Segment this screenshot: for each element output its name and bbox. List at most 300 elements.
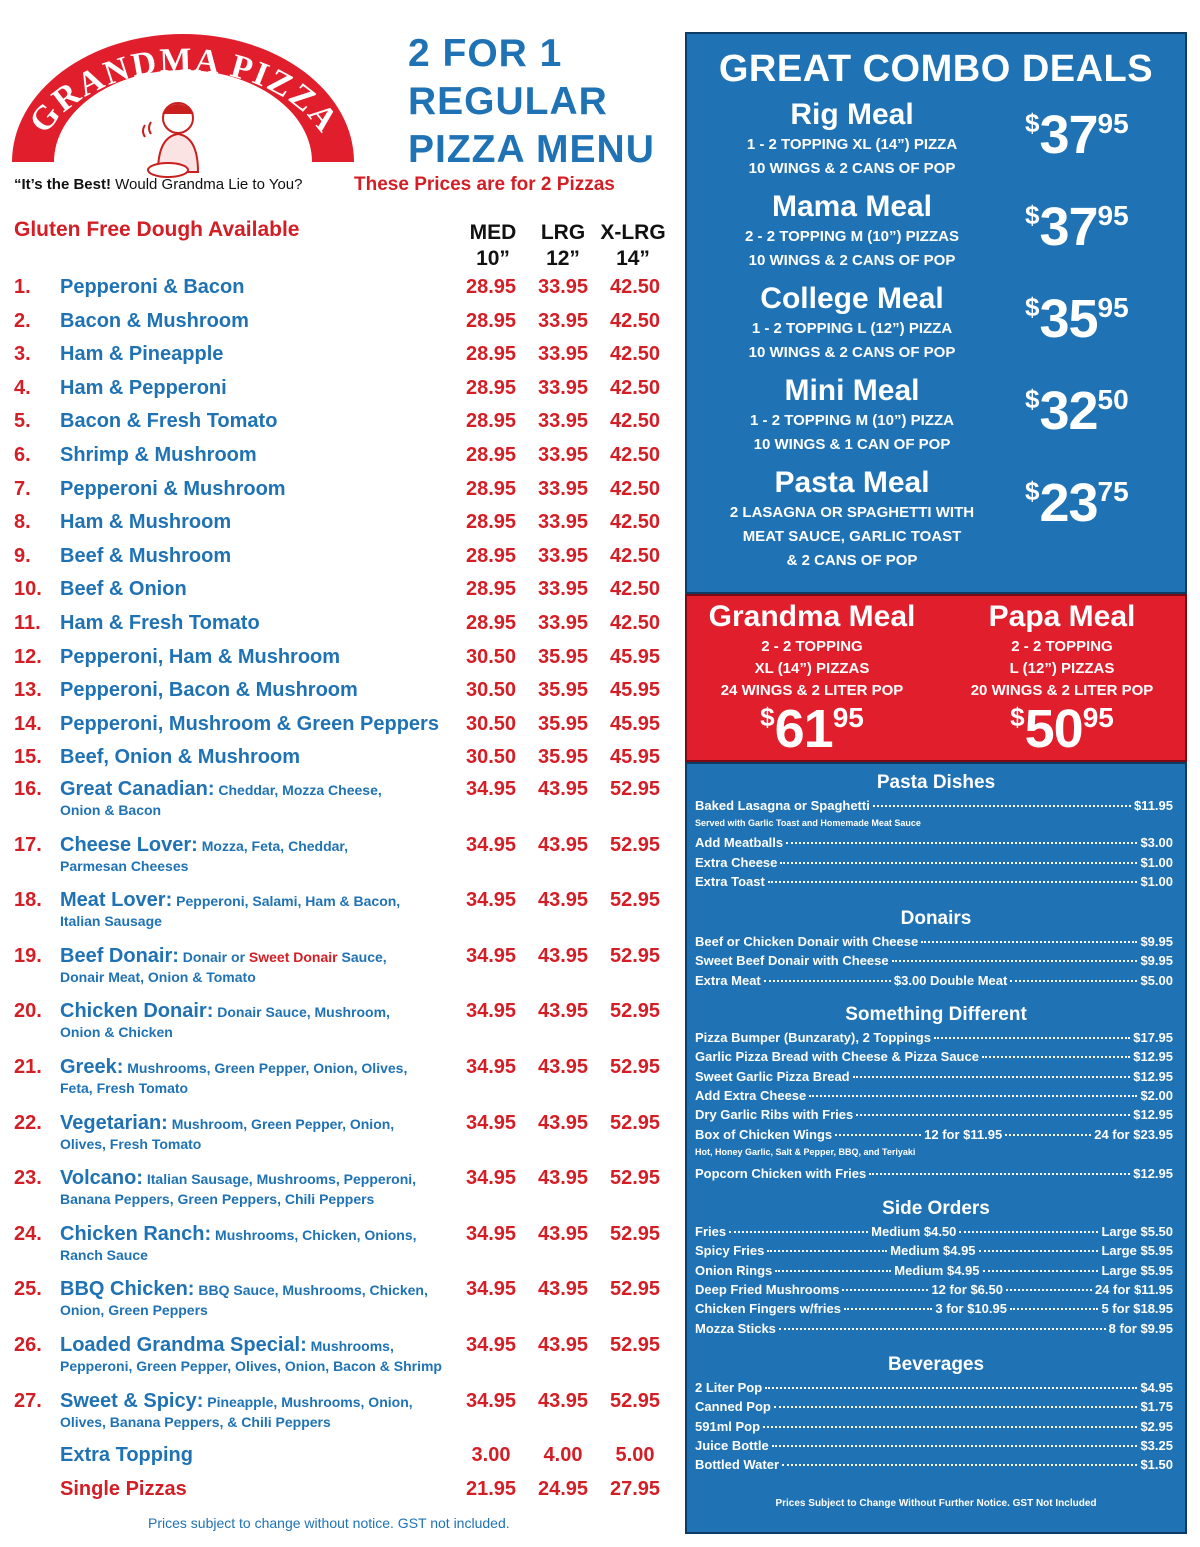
- sides-item: [695, 1224, 1173, 1242]
- menu-item-title: Sweet & Spicy:: [60, 1389, 204, 1412]
- item-label: Add Extra Cheese: [695, 1087, 807, 1103]
- menu-item-title: Cheese Lover:: [60, 833, 198, 856]
- menu-item-number: 10.: [14, 578, 42, 601]
- item-price: 24 for $23.95: [1094, 1126, 1173, 1142]
- prices-note: These Prices are for 2 Pizzas: [354, 174, 615, 195]
- price-med: 3.00: [471, 1444, 511, 1466]
- menu-item-title: Ham & Pepperoni: [60, 376, 227, 399]
- combo-meal-name: Mini Meal: [784, 374, 920, 407]
- item-price: $12.95: [1133, 1107, 1173, 1123]
- combo-meal-name: College Meal: [760, 282, 944, 315]
- item-label: Box of Chicken Wings: [695, 1126, 833, 1142]
- item-price: $11.95: [1133, 798, 1173, 813]
- grandma-pizza-logo: [8, 22, 358, 192]
- menu-item-desc-line2: Onion, Green Peppers: [60, 1302, 208, 1319]
- price-dollars: 23: [1039, 473, 1098, 533]
- item-price: $1.75: [1140, 1399, 1173, 1415]
- item-label: Sweet Garlic Pizza Bread: [695, 1068, 850, 1084]
- combo-meal-name: Mama Meal: [771, 190, 933, 223]
- item-label: Canned Pop: [695, 1399, 771, 1415]
- menu-item-desc-line2: Olives, Banana Peppers, & Chili Peppers: [60, 1413, 331, 1430]
- item-label: Popcorn Chicken with Fries: [695, 1165, 867, 1181]
- headline-line-3: PIZZA MENU: [408, 128, 655, 171]
- menu-item-desc: Cheddar, Mozza Cheese,: [214, 782, 382, 798]
- price-xlrg: 42.50: [609, 578, 661, 601]
- price-dollar-sign: $: [1025, 200, 1040, 230]
- menu-item-name: [60, 410, 277, 433]
- menu-item-name: [60, 1334, 394, 1357]
- price-xlrg: 42.50: [609, 612, 661, 634]
- item-mid-price: 12 for $11.95: [924, 1126, 1003, 1142]
- menu-item-title: Shrimp & Mushroom: [60, 444, 257, 466]
- item-price: Large $5.95: [1101, 1262, 1173, 1278]
- price-lrg: 33.95: [537, 410, 589, 433]
- price-med: 21.95: [465, 1478, 517, 1500]
- sides-item: [695, 1243, 1173, 1261]
- item-mid-price: $3.00 Double Meat: [893, 972, 1008, 988]
- dot-leader: [979, 1250, 1099, 1252]
- menu-item-name: [60, 713, 439, 736]
- price-lrg: 43.95: [537, 1222, 589, 1245]
- item-price: $9.95: [1140, 953, 1173, 969]
- dot-leader: [856, 1114, 1130, 1116]
- price-xlrg: 5.00: [615, 1444, 655, 1466]
- combo-meal-price: [1025, 472, 1185, 534]
- menu-item-desc: BBQ Sauce, Mushrooms, Chicken,: [194, 1282, 428, 1299]
- menu-item-number: 1.: [14, 276, 31, 298]
- price-xlrg: 52.95: [609, 1222, 661, 1245]
- menu-item-desc-line2: Ranch Sauce: [60, 1246, 148, 1263]
- menu-item-name: [60, 578, 187, 601]
- dot-leader: [934, 1037, 1130, 1039]
- menu-item-desc-line2: Onion & Bacon: [60, 802, 162, 818]
- price-xlrg: 52.95: [609, 944, 661, 967]
- beverages-item: [695, 1399, 1173, 1417]
- headline-line-1: 2 FOR 1: [408, 32, 563, 75]
- beverages-item: [695, 1419, 1173, 1437]
- item-mid-price: Medium $4.50: [871, 1224, 957, 1239]
- price-xlrg: 45.95: [609, 746, 661, 769]
- menu-item-number: 23.: [14, 1167, 42, 1190]
- menu-item-title: Bacon & Mushroom: [60, 309, 249, 332]
- price-xlrg: 42.50: [609, 276, 661, 298]
- single-pizzas-row-label: Single Pizzas: [60, 1478, 187, 1500]
- menu-item-desc: Italian Sausage, Mushrooms, Pepperoni,: [142, 1171, 417, 1188]
- combo-deals-panel: [685, 32, 1187, 594]
- price-xlrg: 42.50: [609, 343, 661, 366]
- different-item: [695, 1030, 1173, 1048]
- menu-item-number: 4.: [14, 376, 31, 399]
- price-med: 34.95: [465, 833, 517, 856]
- menu-item-title: Pepperoni & Bacon: [60, 276, 245, 298]
- menu-item-title: Beef Donair:: [60, 944, 179, 967]
- price-med: 34.95: [465, 1334, 517, 1356]
- price-xlrg: 42.50: [609, 444, 661, 466]
- different-note: Hot, Honey Garlic, Salt & Pepper, BBQ, and Teriyaki: [695, 1146, 916, 1157]
- menu-item-name: [60, 945, 387, 968]
- size-header-med: MED 10”: [469, 221, 517, 270]
- menu-item-desc: Mushrooms, Green Pepper, Onion, Olives,: [123, 1060, 408, 1076]
- dot-leader: [767, 1250, 887, 1252]
- extras-footnote: Prices Subject to Change Without Further Notice. GST Not Included: [775, 1498, 1097, 1509]
- menu-item-title: BBQ Chicken:: [60, 1278, 195, 1301]
- size-header-lrg: LRG 12”: [540, 221, 586, 270]
- sides-section-title: Side Orders: [882, 1198, 990, 1219]
- combo-meal-price: [1025, 288, 1185, 350]
- price-xlrg: 52.95: [609, 889, 661, 912]
- donairs-item: [695, 973, 1173, 991]
- item-price: 24 for $11.95: [1094, 1281, 1173, 1297]
- item-label: Dry Garlic Ribs with Fries: [695, 1107, 854, 1123]
- menu-item-number: 25.: [14, 1278, 42, 1301]
- item-label: Spicy Fries: [695, 1243, 765, 1259]
- price-xlrg: 52.95: [609, 1334, 661, 1356]
- dot-leader: [1005, 1134, 1091, 1136]
- menu-item-number: 27.: [14, 1389, 42, 1412]
- item-label: Extra Meat: [695, 972, 761, 988]
- dot-leader: [779, 1328, 1106, 1330]
- menu-item-number: 2.: [14, 309, 31, 332]
- dot-leader: [763, 1426, 1137, 1428]
- different-item: [695, 1127, 1173, 1145]
- menu-item-name: [60, 646, 340, 669]
- price-lrg: 35.95: [537, 746, 589, 769]
- menu-item-desc: Pineapple, Mushrooms, Onion,: [203, 1393, 413, 1410]
- price-dollars: 37: [1039, 197, 1098, 257]
- menu-item-name: [60, 478, 286, 501]
- beverages-item: [695, 1380, 1173, 1398]
- price-med: 34.95: [465, 1389, 517, 1412]
- menu-item-desc-line2: Parmesan Cheeses: [60, 857, 189, 874]
- menu-item-desc: Mushrooms, Chicken, Onions,: [211, 1226, 417, 1243]
- price-lrg: 33.95: [537, 578, 589, 601]
- price-xlrg: 45.95: [609, 679, 661, 702]
- item-mid-price: Medium $4.95: [894, 1262, 980, 1278]
- item-label: Pizza Bumper (Bunzaraty), 2 Toppings: [695, 1030, 931, 1045]
- price-med: 28.95: [465, 444, 517, 466]
- dot-leader: [842, 1289, 928, 1291]
- item-label: Juice Bottle: [695, 1437, 769, 1453]
- price-xlrg: 27.95: [609, 1478, 661, 1500]
- menu-item-title: Pepperoni & Mushroom: [60, 477, 286, 500]
- price-xlrg: 42.50: [609, 309, 661, 332]
- menu-item-number: 6.: [14, 444, 31, 466]
- item-mid-price: 12 for $6.50: [931, 1281, 1003, 1297]
- price-med: 28.95: [465, 276, 517, 298]
- dot-leader: [729, 1231, 868, 1233]
- sides-item: [695, 1263, 1173, 1281]
- price-lrg: 33.95: [537, 444, 589, 466]
- price-lrg: 43.95: [537, 944, 589, 967]
- dot-leader: [873, 805, 1131, 807]
- item-price: $1.00: [1140, 854, 1173, 870]
- menu-item-number: 16.: [14, 778, 42, 800]
- price-xlrg: 52.95: [609, 1000, 661, 1023]
- item-mid-price: 3 for $10.95: [935, 1301, 1007, 1317]
- menu-item-number: 11.: [14, 612, 41, 634]
- price-med: 34.95: [465, 944, 517, 967]
- price-xlrg: 52.95: [609, 1056, 661, 1078]
- item-price: Large $5.50: [1101, 1224, 1173, 1239]
- item-price: $2.95: [1140, 1418, 1173, 1434]
- menu-item-number: 24.: [14, 1222, 42, 1245]
- item-price: $3.00: [1140, 835, 1173, 851]
- menu-item-title: Bacon & Fresh Tomato: [60, 410, 278, 433]
- menu-item-number: 3.: [14, 343, 31, 366]
- menu-item-title: Ham & Pineapple: [60, 343, 224, 366]
- price-med: 34.95: [465, 778, 517, 800]
- beverages-section-title: Beverages: [887, 1354, 985, 1375]
- price-xlrg: 42.50: [609, 477, 661, 500]
- menu-item-name: [60, 1167, 416, 1190]
- menu-item-desc-line2: Italian Sausage: [60, 913, 162, 930]
- menu-item-name: [60, 746, 300, 769]
- different-item: [695, 1107, 1173, 1125]
- menu-item-number: 19.: [14, 944, 42, 967]
- menu-item-title: Chicken Donair:: [60, 1000, 214, 1023]
- menu-item-title: Pepperoni, Ham & Mushroom: [60, 645, 341, 668]
- price-med: 30.50: [465, 712, 517, 735]
- dot-leader: [1010, 1308, 1098, 1310]
- combo-meal-detail: 10 WINGS & 2 CANS OF POP: [748, 344, 956, 361]
- price-lrg: 35.95: [537, 679, 589, 702]
- item-label: Deep Fried Mushrooms: [695, 1281, 840, 1297]
- menu-item-name: [60, 889, 400, 912]
- price-med: 28.95: [465, 511, 517, 534]
- item-price: $17.95: [1133, 1030, 1173, 1045]
- price-lrg: 33.95: [537, 309, 589, 332]
- menu-item-desc: Pepperoni, Salami, Ham & Bacon,: [172, 893, 401, 910]
- menu-item-name: [60, 276, 244, 299]
- price-lrg: 35.95: [537, 645, 589, 668]
- menu-item-desc: Mushrooms,: [306, 1338, 394, 1354]
- menu-item-name: [60, 511, 231, 534]
- menu-item-name: [60, 1278, 428, 1301]
- grandma-meal: Grandma Meal 2 - 2 TOPPING XL (14”) PIZZAS 24 WINGS & 2 LITER POP $6195: [687, 596, 937, 760]
- item-price: $1.00: [1140, 873, 1173, 889]
- menu-item-title: Vegetarian:: [60, 1111, 168, 1134]
- menu-item-name: [60, 778, 382, 801]
- price-lrg: 33.95: [537, 276, 589, 298]
- sides-item: [695, 1321, 1173, 1339]
- menu-item-desc-line2: Onion & Chicken: [60, 1024, 173, 1041]
- combo-meal-name: Pasta Meal: [774, 466, 930, 499]
- menu-item-name: [60, 1000, 390, 1023]
- menu-item-desc-end: Sauce,: [337, 948, 387, 965]
- menu-item-title: Greek:: [60, 1056, 124, 1078]
- price-med: 28.95: [465, 410, 517, 433]
- item-label: Baked Lasagna or Spaghetti: [695, 798, 870, 813]
- item-label: 591ml Pop: [695, 1418, 761, 1434]
- price-xlrg: 52.95: [609, 833, 661, 856]
- grandma-icon: [143, 103, 198, 177]
- item-price: $1.50: [1140, 1457, 1173, 1473]
- menu-item-number: 18.: [14, 889, 42, 912]
- item-price: $12.95: [1133, 1068, 1173, 1084]
- price-lrg: 43.95: [537, 1278, 589, 1301]
- menu-item-title: Beef, Onion & Mushroom: [60, 746, 300, 769]
- price-med: 30.50: [465, 679, 517, 702]
- gluten-free-note: Gluten Free Dough Available: [14, 218, 300, 241]
- item-label: 2 Liter Pop: [695, 1380, 763, 1395]
- combo-meal-detail: 10 WINGS & 1 CAN OF POP: [753, 436, 951, 453]
- price-xlrg: 42.50: [609, 376, 661, 399]
- menu-item-desc-highlight: Sweet Donair: [248, 948, 338, 965]
- item-label: Bottled Water: [695, 1457, 780, 1473]
- item-label: Fries: [695, 1224, 727, 1239]
- price-xlrg: 52.95: [609, 1111, 661, 1134]
- menu-item-desc-line2: Banana Peppers, Green Peppers, Chili Peppers: [60, 1191, 375, 1208]
- price-dollar-sign: $: [1025, 384, 1040, 414]
- dot-leader: [959, 1231, 1098, 1233]
- price-xlrg: 52.95: [609, 1278, 661, 1301]
- menu-item-name: [60, 1112, 394, 1135]
- price-lrg: 43.95: [537, 1389, 589, 1412]
- price-cents: 95: [1097, 292, 1129, 323]
- dot-leader: [982, 1056, 1130, 1058]
- combo-meal-price: [1025, 380, 1185, 442]
- menu-item-title: Pepperoni, Mushroom & Green Peppers: [60, 712, 439, 735]
- dot-leader: [768, 881, 1138, 883]
- donairs-item: [695, 934, 1173, 952]
- menu-item-desc-line2: Donair Meat, Onion & Tomato: [60, 968, 256, 985]
- item-label: Add Meatballs: [695, 835, 784, 851]
- menu-item-desc: Mozza, Feta, Cheddar,: [197, 837, 348, 854]
- item-label: Garlic Pizza Bread with Cheese & Pizza Sauce: [695, 1049, 979, 1065]
- price-med: 28.95: [465, 309, 517, 332]
- dot-leader: [780, 862, 1137, 864]
- menu-item-title: Loaded Grandma Special:: [60, 1334, 307, 1356]
- menu-item-desc-line2: Olives, Fresh Tomato: [60, 1135, 202, 1152]
- dot-leader: [869, 1173, 1130, 1175]
- pasta-section-title: Pasta Dishes: [876, 772, 996, 793]
- price-lrg: 43.95: [537, 1056, 589, 1078]
- different-item: [695, 1049, 1173, 1067]
- price-lrg: 43.95: [537, 1111, 589, 1134]
- item-price: $12.95: [1133, 1049, 1173, 1065]
- price-lrg: 43.95: [537, 833, 589, 856]
- price-dollars: 35: [1039, 289, 1098, 349]
- price-med: 28.95: [465, 343, 517, 366]
- menu-item-title: Chicken Ranch:: [60, 1222, 212, 1245]
- combo-meal-detail: MEAT SAUCE, GARLIC TOAST: [742, 528, 962, 545]
- menu-item-title: Ham & Fresh Tomato: [60, 612, 260, 634]
- donairs-section-title: Donairs: [900, 908, 972, 929]
- item-price: $3.25: [1140, 1437, 1173, 1453]
- menu-item-title: Meat Lover:: [60, 889, 173, 912]
- headline-line-2: REGULAR: [408, 80, 608, 123]
- menu-item-number: 26.: [14, 1334, 42, 1356]
- menu-item-number: 22.: [14, 1111, 42, 1134]
- price-cents: 75: [1097, 476, 1129, 507]
- menu-item-name: [60, 377, 227, 400]
- dot-leader: [921, 941, 1137, 943]
- price-dollars: 37: [1039, 105, 1098, 165]
- menu-item-number: 9.: [14, 544, 31, 567]
- combo-meal-detail: 2 LASAGNA OR SPAGHETTI WITH: [729, 504, 975, 521]
- price-lrg: 33.95: [537, 376, 589, 399]
- price-med: 28.95: [465, 612, 517, 634]
- price-lrg: 4.00: [543, 1444, 583, 1466]
- menu-item-name: [60, 679, 358, 702]
- pasta-item: [695, 835, 1173, 853]
- different-section-title: Something Different: [845, 1004, 1027, 1025]
- item-label: Onion Rings: [695, 1262, 773, 1278]
- item-price: $9.95: [1140, 934, 1173, 949]
- papa-meal-price: $5095: [1010, 699, 1114, 759]
- item-mid-price: Medium $4.95: [890, 1243, 976, 1259]
- menu-item-number: 14.: [14, 712, 42, 735]
- tagline: “It’s the Best! Would Grandma Lie to You?: [14, 176, 303, 193]
- menu-item-desc: Donair or: [178, 948, 249, 965]
- papa-meal: Papa Meal 2 - 2 TOPPING L (12”) PIZZAS 20 WINGS & 2 LITER POP $5095: [937, 596, 1187, 760]
- item-price: $2.00: [1140, 1087, 1173, 1103]
- extra-topping-row-label: Extra Topping: [60, 1444, 193, 1466]
- price-med: 34.95: [465, 889, 517, 912]
- menu-item-title: Beef & Onion: [60, 578, 187, 601]
- combo-meal-detail: & 2 CANS OF POP: [786, 552, 918, 569]
- item-label: Chicken Fingers w/fries: [695, 1301, 841, 1317]
- menu-item-number: 20.: [14, 1000, 42, 1023]
- combo-title: GREAT COMBO DEALS: [718, 48, 1154, 90]
- menu-item-title: Volcano:: [60, 1167, 143, 1190]
- family-meals-panel: [685, 594, 1187, 762]
- price-dollar-sign: $: [1025, 108, 1040, 138]
- combo-meal-price: [1025, 196, 1185, 258]
- extras-panel: [685, 762, 1187, 1534]
- different-item: [695, 1088, 1173, 1106]
- price-dollars: 32: [1039, 381, 1098, 441]
- different-item: [695, 1166, 1173, 1184]
- price-lrg: 35.95: [537, 712, 589, 735]
- pasta-note: Served with Garlic Toast and Homemade Meat Sauce: [695, 818, 921, 829]
- dot-leader: [1010, 980, 1137, 982]
- combo-meal-name: Rig Meal: [790, 98, 914, 131]
- dot-leader: [892, 960, 1138, 962]
- price-xlrg: 52.95: [609, 778, 661, 800]
- menu-item-number: 5.: [14, 410, 31, 433]
- price-lrg: 43.95: [537, 1334, 589, 1356]
- dot-leader: [1006, 1289, 1092, 1291]
- combo-meal-price: [1025, 104, 1185, 166]
- menu-item-number: 15.: [14, 746, 42, 769]
- price-med: 28.95: [465, 376, 517, 399]
- item-label: Extra Cheese: [695, 854, 778, 870]
- pasta-item: [695, 855, 1173, 873]
- price-lrg: 43.95: [537, 889, 589, 912]
- item-label: Beef or Chicken Donair with Cheese: [695, 934, 919, 949]
- price-lrg: 43.95: [537, 1000, 589, 1023]
- dot-leader: [772, 1445, 1138, 1447]
- price-lrg: 43.95: [537, 1167, 589, 1190]
- dot-leader: [765, 1387, 1137, 1389]
- item-price: 8 for $9.95: [1108, 1320, 1173, 1336]
- pasta-item: [695, 874, 1173, 892]
- item-price: 5 for $18.95: [1101, 1301, 1173, 1317]
- dot-leader: [809, 1095, 1137, 1097]
- item-price: Large $5.95: [1101, 1243, 1173, 1259]
- price-xlrg: 42.50: [609, 410, 661, 433]
- beverages-item: [695, 1438, 1173, 1456]
- menu-footnote: Prices subject to change without notice. GST not included.: [148, 1515, 510, 1531]
- item-price: $5.00: [1140, 972, 1173, 988]
- combo-meal-detail: 10 WINGS & 2 CANS OF POP: [748, 160, 956, 177]
- donairs-item: [695, 953, 1173, 971]
- combo-meal-detail: 1 - 2 TOPPING L (12”) PIZZA: [751, 320, 953, 337]
- price-med: 34.95: [465, 1111, 517, 1134]
- menu-item-number: 12.: [14, 645, 42, 668]
- price-lrg: 24.95: [537, 1478, 589, 1500]
